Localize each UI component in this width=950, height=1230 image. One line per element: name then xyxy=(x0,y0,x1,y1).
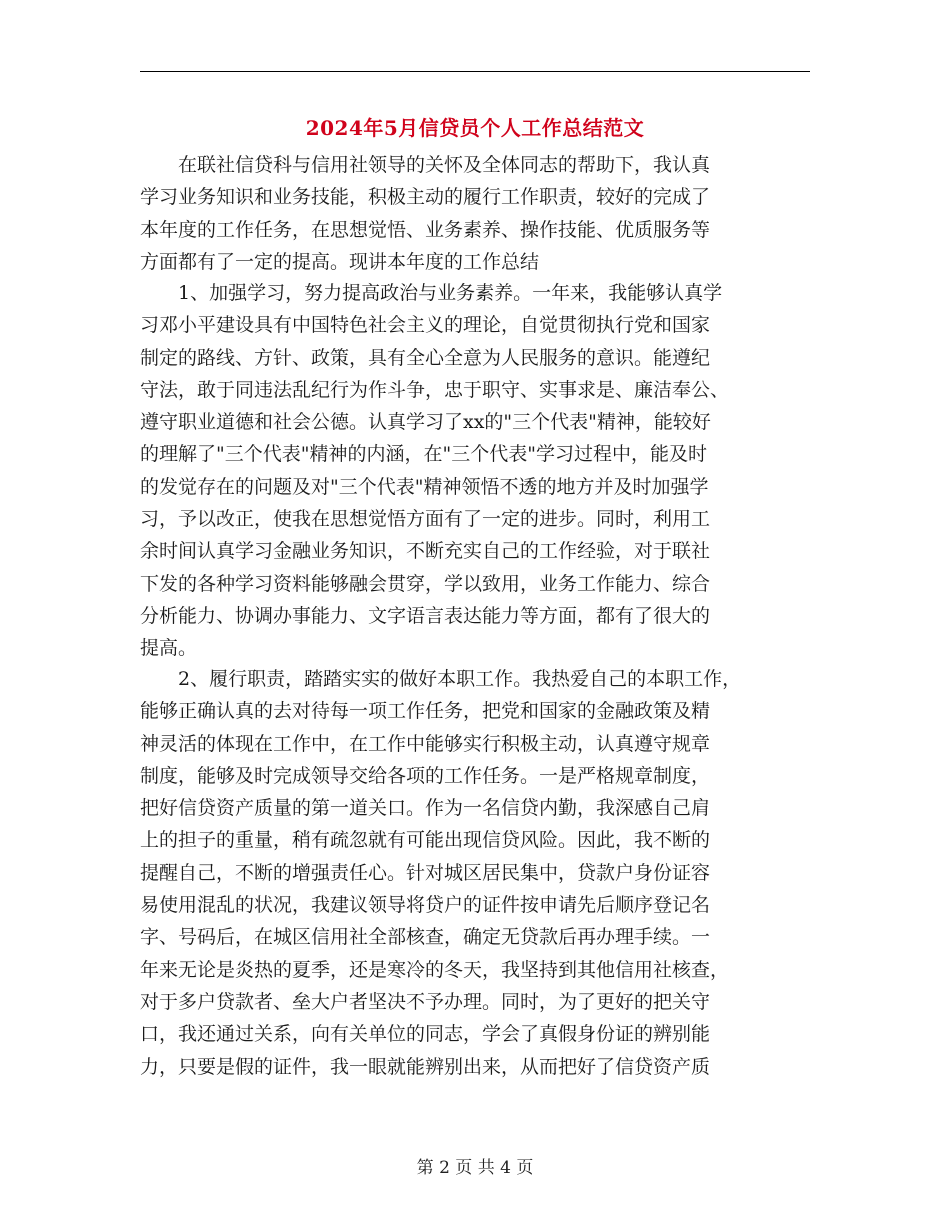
page-number: 第 2 页 共 4 页 xyxy=(416,1158,534,1178)
header-rule xyxy=(140,71,810,72)
document-title: 2024年5月信贷员个人工作总结范文 xyxy=(305,116,645,140)
paragraph-study: 1、加强学习，努力提高政治与业务素养。一年来，我能够认真学 习邓小平建设具有中国特色社会主义的理论，自觉贯彻执行党和国家 制定的路线、方针、政策，具有全心全意为人民服务的意识。能遵纪 守法，敢于同违法乱纪行为作斗争，忠于职守、实事求是、廉洁奉公、 遵守职业道德和社会公德。认真学习了xx的"三个代表"精神，能较好 的理解了"三个代表"精神的内涵，在"三个代表"学习过程中，能及时 的发觉存在的问题及对"三个代表"精神领悟不透的地方并及时加强学 习，予以改正，使我在思想觉悟方面有了一定的进步。同时，利用工 余时间认真学习金融业务知识，不断充实自己的工作经验，对于联社 下发的各种学习资料能够融会贯穿，学以致用，业务工作能力、综合 分析能力、协调办事能力、文字语言表达能力等方面，都有了很大的 提高。 xyxy=(140,282,730,660)
paragraph-intro: 在联社信贷科与信用社领导的关怀及全体同志的帮助下，我认真 学习业务知识和业务技能，积极主动的履行工作职责，较好的完成了 本年度的工作任务，在思想觉悟、业务素养、操作技能、优质服务等 方面都有了一定的提高。现讲本年度的工作总结 xyxy=(140,154,711,273)
paragraph-duties: 2、履行职责，踏踏实实的做好本职工作。我热爱自己的本职工作， 能够正确认真的去对待每一项工作任务，把党和国家的金融政策及精 神灵活的体现在工作中，在工作中能够实行积极主动，认真遵守规章 制度，能够及时完成领导交给各项的工作任务。一是严格规章制度， 把好信贷资产质量的第一道关口。作为一名信贷内勤，我深感自己肩 上的担子的重量，稍有疏忽就有可能出现信贷风险。因此，我不断的 提醒自己，不断的增强责任心。针对城区居民集中，贷款户身份证容 易使用混乱的状况，我建议领导将贷户的证件按申请先后顺序登记名 字、号码后，在城区信用社全部核查，确定无贷款后再办理手续。一 年来无论是炎热的夏季，还是寒冷的冬天，我坚持到其他信用社核查， 对于多户贷款者、垒大户者坚决不予办理。同时，为了更好的把关守 口，我还通过关系，向有关单位的同志，学会了真假身份证的辨别能 力，只要是假的证件，我一眼就能辨别出来，从而把好了信贷资产质 xyxy=(140,668,742,1078)
